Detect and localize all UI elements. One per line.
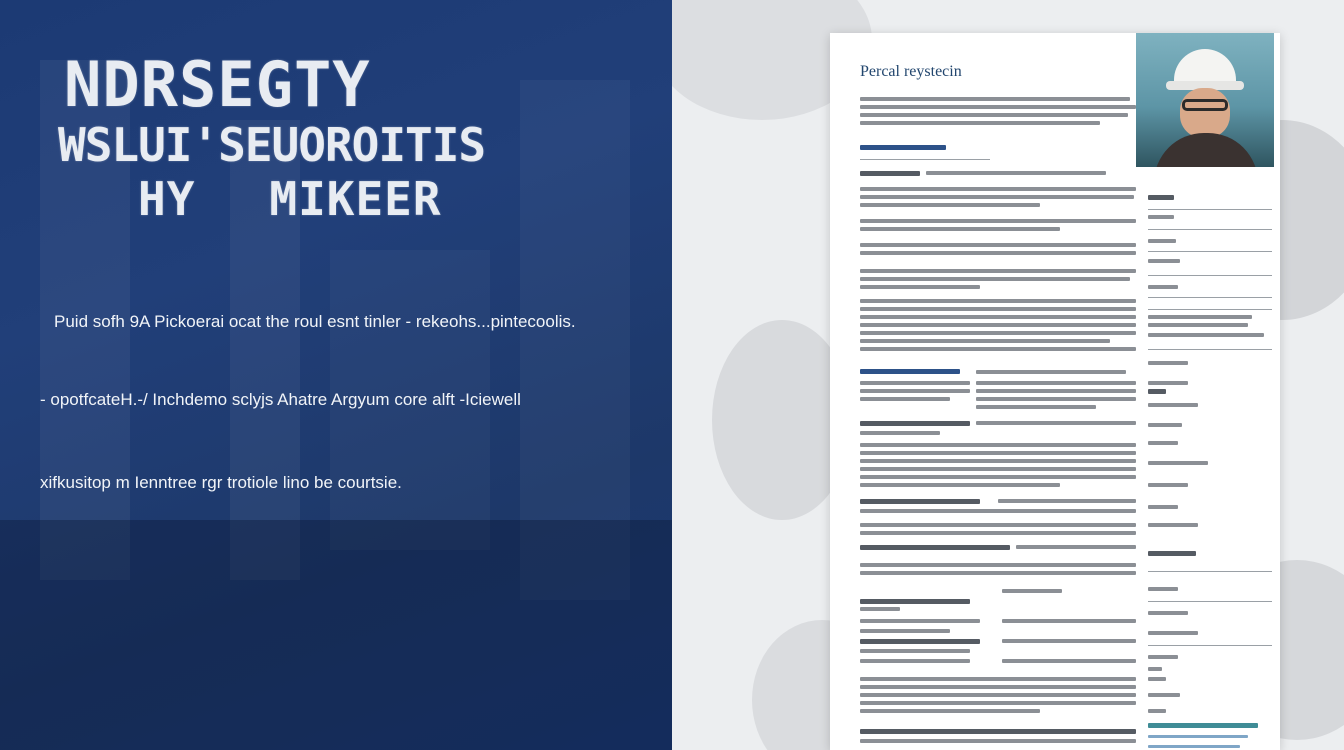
blurb-text-3: xifkusitop m Ienntree rgr trotiole lino be courtsie. xyxy=(40,473,402,492)
skill-bar xyxy=(1148,735,1248,738)
resume-title: Percal reystecin xyxy=(860,63,962,80)
profile-photo xyxy=(1136,33,1274,167)
skill-bar xyxy=(1148,723,1258,728)
resume-document xyxy=(830,33,1280,750)
section-heading xyxy=(860,499,980,504)
headline-line-3-right: MIKEER xyxy=(269,172,442,226)
headline-line-2: WSLUI'SEUOROITIS xyxy=(58,118,486,172)
background-foreground-shadow xyxy=(0,520,672,750)
skill-bar xyxy=(1148,745,1240,748)
section-heading xyxy=(860,369,960,374)
section-heading xyxy=(860,599,970,604)
headline-line-1: NDRSEGTY xyxy=(64,48,371,121)
headline-line-3 xyxy=(138,172,442,226)
section-heading xyxy=(860,145,946,150)
right-preview-area xyxy=(672,0,1344,750)
glasses-icon xyxy=(1182,99,1228,111)
blurb-text-2: - opotfcateH.-/ Inchdemo sclyjs Ahatre Argyum core alft -Iciewell xyxy=(40,390,521,409)
headline-line-3-left: HY xyxy=(138,172,196,226)
blurb-text-1: Puid sofh 9A Pickoerai ocat the roul esnt tinler - rekeohs...pintecoolis. xyxy=(54,312,576,331)
